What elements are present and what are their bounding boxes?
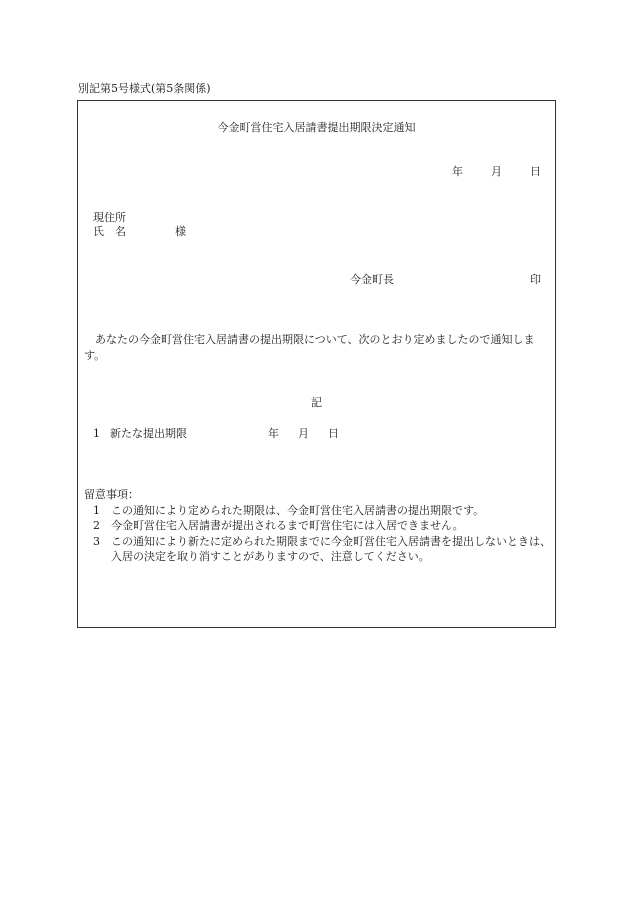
note-text: この通知により新たに定められた期限までに今金町営住宅入居請書を提出しないときは、入居の決定を取り消すことがありますので、注意してください。 (111, 534, 551, 564)
address-label: 現住所 (93, 211, 126, 224)
issue-date (452, 165, 541, 180)
notice-form (77, 100, 556, 628)
note-item (93, 534, 551, 565)
deadline-year: 年 (268, 427, 279, 440)
note-number: 1 (93, 504, 100, 517)
notice-title: 今金町営住宅入居請書提出期限決定通知 (217, 121, 416, 134)
date-year: 年 (452, 165, 463, 178)
honorific: 様 (175, 225, 186, 238)
recipient-name-row (93, 225, 186, 240)
note-text: 今金町営住宅入居請書が提出されるまで町営住宅には入居できません。 (111, 519, 464, 533)
new-deadline-row (93, 427, 339, 442)
deadline-number: 1 (93, 427, 100, 440)
date-day: 日 (530, 165, 541, 178)
deadline-month: 月 (298, 427, 309, 440)
note-number: 2 (93, 519, 100, 533)
note-number: 3 (93, 534, 100, 548)
notice-body: あなたの今金町営住宅入居請書の提出期限について、次のとおり定めましたので通知します。 (84, 333, 535, 362)
notes-list (93, 503, 551, 565)
deadline-label: 新たな提出期限 (110, 427, 187, 440)
note-item (93, 503, 551, 518)
deadline-day: 日 (328, 427, 339, 440)
ki-heading: 記 (311, 396, 322, 409)
notes-title: 留意事項： (84, 488, 139, 501)
note-text: この通知により定められた期限は、今金町営住宅入居請書の提出期限です。 (111, 504, 485, 517)
seal-mark: 印 (530, 273, 541, 286)
form-reference-note: 別記第5号様式(第5条関係) (78, 82, 211, 95)
issuer-mayor: 今金町長 (350, 273, 394, 286)
name-label-1: 氏 (93, 225, 104, 238)
date-month: 月 (491, 165, 502, 178)
note-item (93, 518, 551, 533)
name-label-2: 名 (115, 225, 126, 238)
